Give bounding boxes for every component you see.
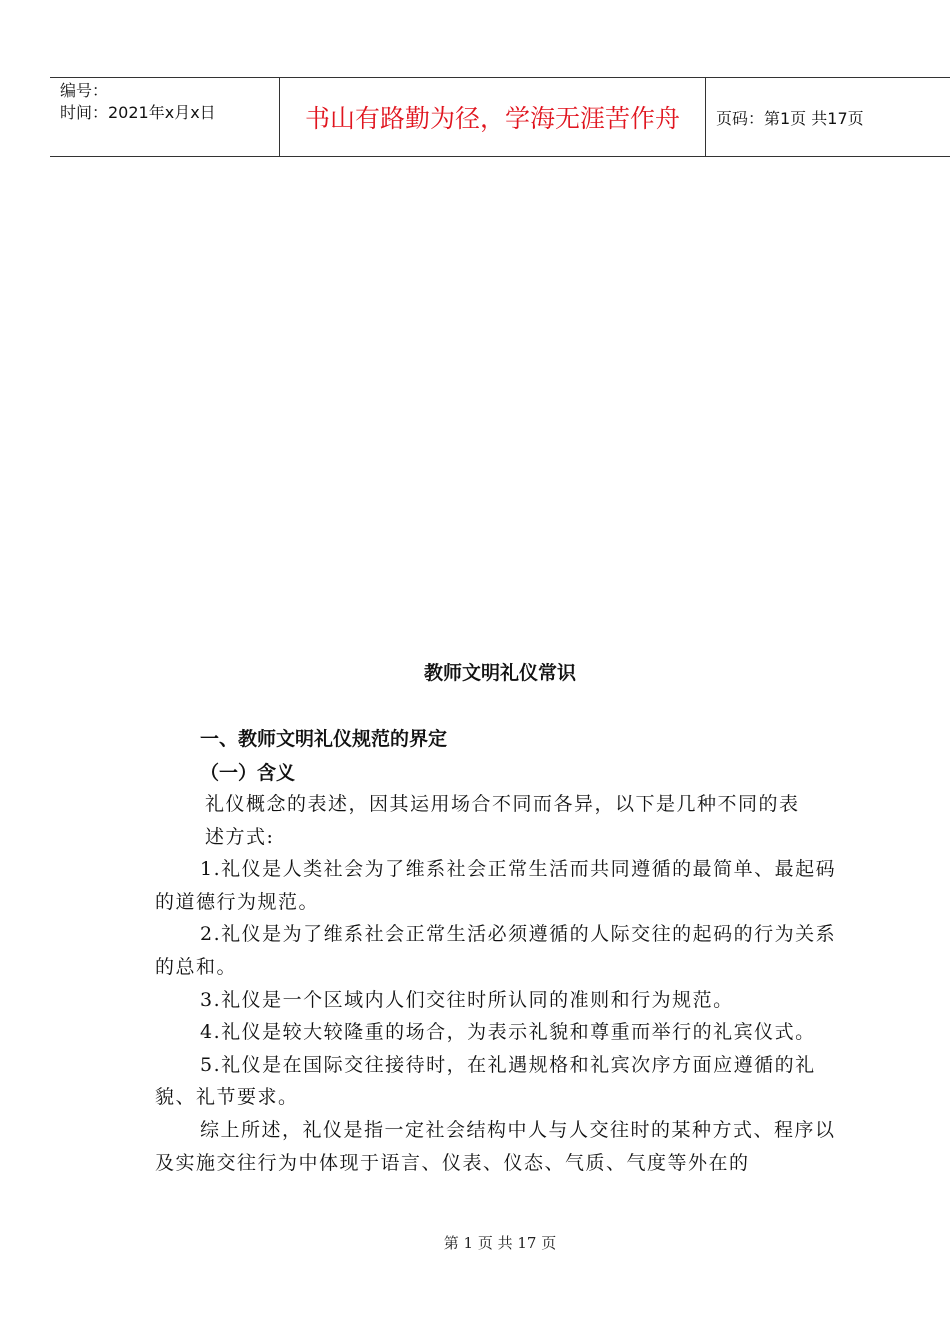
page-info: 页码：第1页 共17页 (716, 108, 864, 128)
serial-label: 编号： (60, 81, 109, 100)
document-body (155, 788, 845, 1179)
header-meta-cell (50, 78, 280, 156)
motto-text: 书山有路勤为径，学海无涯苦作舟 (304, 104, 680, 133)
definition-item-5: 5.礼仪是在国际交往接待时，在礼遇规格和礼宾次序方面应遵循的礼貌、礼节要求。 (155, 1053, 816, 1109)
definition-item-4: 4.礼仪是较大较隆重的场合，为表示礼貌和尊重而举行的礼宾仪式。 (200, 1021, 816, 1044)
definition-item-2: 2.礼仪是为了维系社会正常生活必须遵循的人际交往的起码的行为关系的总和。 (155, 923, 837, 978)
time-label: 时间：2021年x月x日 (60, 103, 216, 122)
intro-line-2: 述方式: (205, 825, 275, 848)
header-page-cell (706, 78, 950, 156)
header-motto-cell (280, 78, 706, 156)
summary-paragraph: 综上所述，礼仪是指一定社会结构中人与人交往时的某种方式、程序以及实施交往行为中体现于语言、仪表、仪态、气质、气度等外在的 (155, 1118, 836, 1174)
subsection-heading: （一）含义 (200, 762, 296, 784)
page-footer: 第 1 页 共 17 页 (443, 1234, 557, 1252)
definition-item-1: 1.礼仪是人类社会为了维系社会正常生活而共同遵循的最简单、最起码的道德行为规范。 (155, 858, 837, 913)
section-heading: 一、教师文明礼仪规范的界定 (200, 728, 448, 750)
document-title: 教师文明礼仪常识 (423, 662, 576, 684)
header-table (50, 77, 950, 157)
definition-item-3: 3.礼仪是一个区域内人们交往时所认同的准则和行为规范。 (200, 988, 734, 1011)
intro-line-1: 礼仪概念的表述，因其运用场合不同而各异，以下是几种不同的表 (205, 793, 800, 815)
